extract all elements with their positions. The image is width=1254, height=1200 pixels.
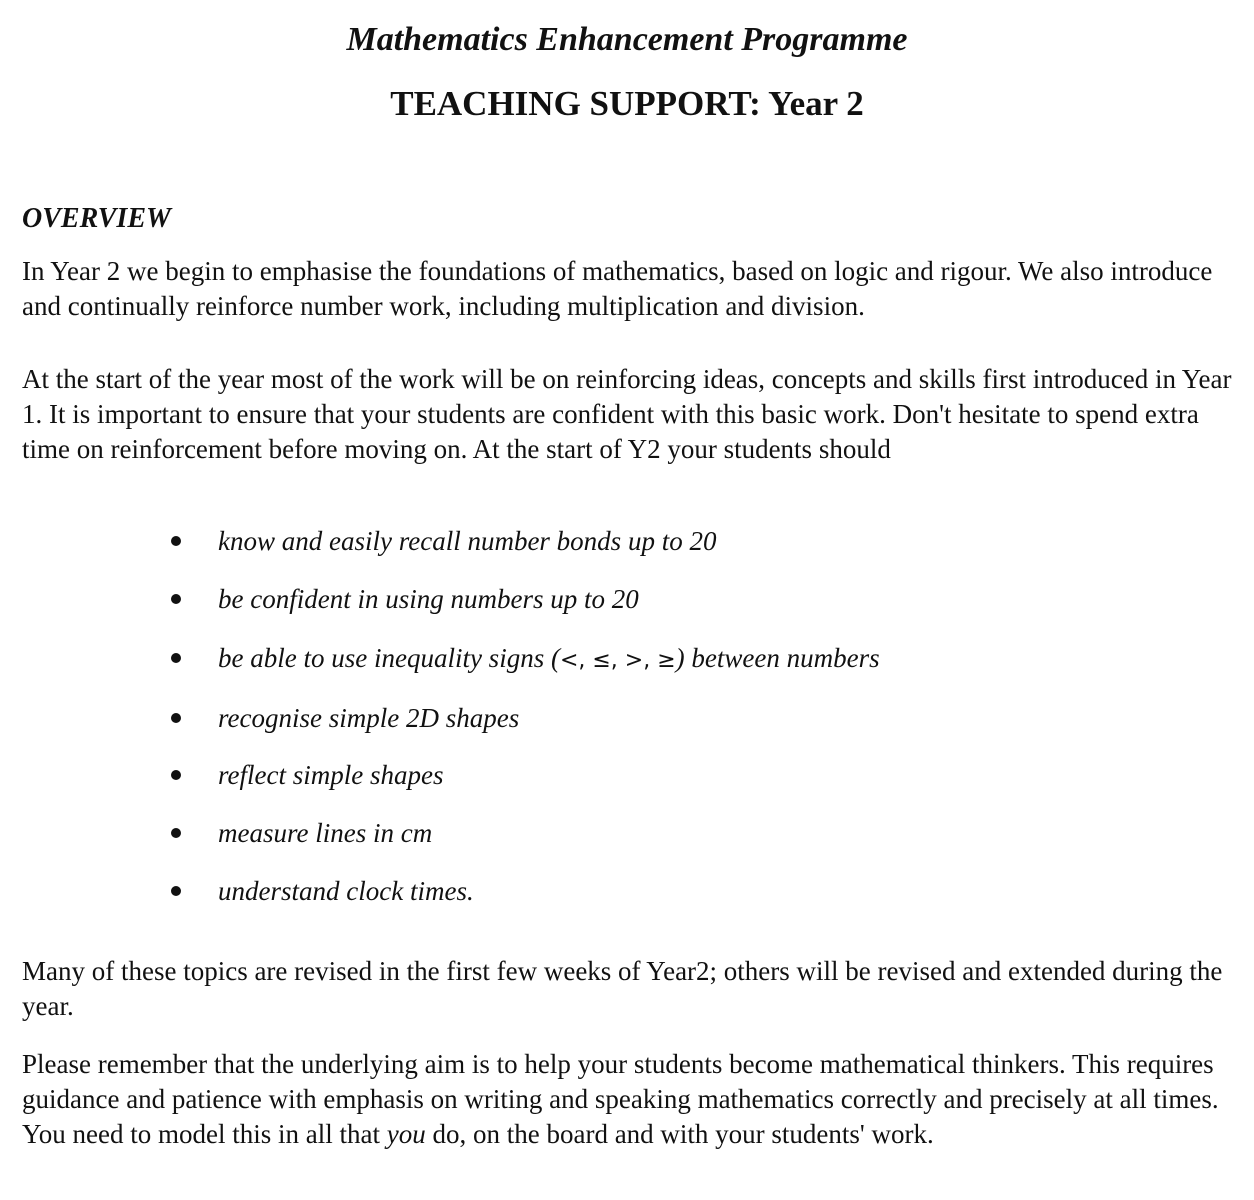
paragraph-4-end: do, on the board and with your students' work. [425, 1119, 934, 1149]
inequality-signs: <, ≤, >, ≥ [559, 648, 676, 673]
list-item [0, 699, 1254, 739]
list-item-text: understand clock times. [218, 876, 474, 906]
list-item-text [218, 639, 880, 680]
bullet-icon [171, 653, 181, 663]
emphasis-you: you [386, 1119, 426, 1149]
list-item [0, 872, 1254, 912]
list-item-text: recognise simple 2D shapes [218, 703, 520, 733]
programme-title: Mathematics Enhancement Programme [346, 21, 908, 58]
list-item-text: reflect simple shapes [218, 760, 444, 790]
overview-paragraph-1: In Year 2 we begin to emphasise the foundations of mathematics, based on logic and rigour. We also introduce and continually reinforce number work, including multiplication and division. [22, 256, 1213, 321]
document-title: TEACHING SUPPORT: Year 2 [390, 84, 864, 123]
list-item [0, 756, 1254, 796]
bullet-icon [171, 886, 181, 896]
list-item-text: know and easily recall number bonds up to 20 [218, 526, 717, 556]
bullet-icon [171, 536, 181, 546]
bullet-icon [171, 594, 181, 604]
paragraph-4-start: Please remember that the underlying aim is to help your students become mathematical thinkers. This requires guidance and patience with emphasis on writing and speaking mathematics correctly and precisely at all times. You need to model this in all that [22, 1049, 1219, 1149]
bullet-icon [171, 770, 181, 780]
list-item-text: be confident in using numbers up to 20 [218, 584, 639, 614]
list-item [0, 522, 1254, 562]
list-item [0, 580, 1254, 620]
overview-paragraph-4 [22, 1047, 1234, 1152]
overview-paragraph-2: At the start of the year most of the work will be on reinforcing ideas, concepts and skills first introduced in Year 1. It is important to ensure that your students are confident with this basic work. Don't hesitate to spend extra time on reinforcement before moving on. At the start of Y2 your students should [22, 364, 1232, 464]
bullet-icon [171, 828, 181, 838]
section-heading-overview: OVERVIEW [22, 203, 171, 234]
inequality-suffix: ) between numbers [675, 643, 880, 673]
list-item [0, 639, 1254, 679]
bullet-icon [171, 713, 181, 723]
list-item [0, 814, 1254, 854]
list-item-text: measure lines in cm [218, 818, 433, 848]
inequality-prefix: be able to use inequality signs ( [218, 643, 560, 673]
overview-paragraph-3: Many of these topics are revised in the first few weeks of Year2; others will be revised and extended during the year. [22, 956, 1223, 1021]
